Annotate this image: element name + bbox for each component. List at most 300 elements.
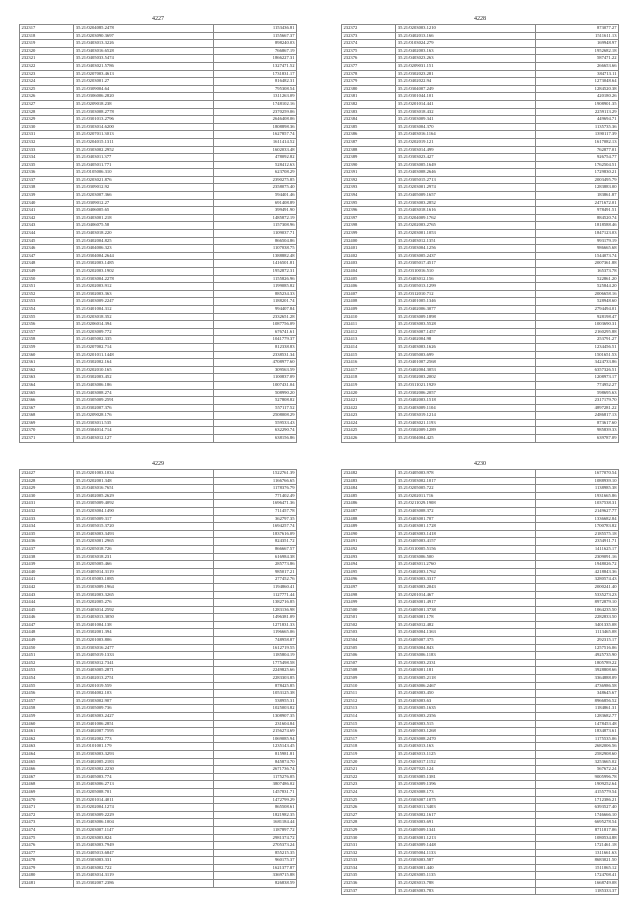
table-row <box>342 169 619 177</box>
reference-cell: 35.21/0402007.7595 <box>74 728 213 736</box>
table-row <box>20 116 297 124</box>
reference-cell: 35.21/0303002.907 <box>74 697 213 705</box>
row-id-cell: 232512 <box>342 697 396 705</box>
amount-cell: 1909252.64 <box>535 781 619 789</box>
amount-cell: 1668749.08 <box>535 880 619 888</box>
reference-cell: 35.21/0403002.722 <box>74 864 213 872</box>
table-row <box>342 214 619 222</box>
amount-cell: 986665.68 <box>535 245 619 253</box>
row-id-cell: 232445 <box>20 606 74 614</box>
row-id-cell: 232359 <box>20 343 74 351</box>
reference-cell: 35.21/0305009.4092 <box>74 500 213 508</box>
table-row <box>342 591 619 599</box>
table-row <box>342 675 619 683</box>
row-id-cell: 232324 <box>20 78 74 86</box>
row-id-cell: 232444 <box>20 599 74 607</box>
reference-cell: 35.21/0202005.276 <box>74 599 213 607</box>
reference-cell: 35.21/0203090.3697 <box>74 32 213 40</box>
amount-cell: 676741.61 <box>213 328 297 336</box>
amount-cell: 169948.97 <box>535 40 619 48</box>
amount-cell: 2249825.66 <box>213 667 297 675</box>
table-row <box>20 864 297 872</box>
amount-cell: 449694.71 <box>535 116 619 124</box>
panel-title: 4228 <box>474 16 486 22</box>
row-id-cell: 232475 <box>20 834 74 842</box>
row-id-cell: 232513 <box>342 705 396 713</box>
amount-cell: 1847123.03 <box>535 230 619 238</box>
table-row <box>20 343 297 351</box>
table-row <box>20 131 297 139</box>
amount-cell: 985839.33 <box>535 427 619 435</box>
row-id-cell: 232486 <box>342 500 396 508</box>
table-row <box>20 146 297 154</box>
amount-cell: 1208973.17 <box>535 374 619 382</box>
row-id-cell: 232498 <box>342 591 396 599</box>
amount-cell: 1544073.74 <box>535 252 619 260</box>
reference-cell: 35.21/0303002.1017 <box>396 477 535 485</box>
row-id-cell: 232397 <box>342 214 396 222</box>
reference-cell: 35.21/0203007.366 <box>74 192 213 200</box>
table-row <box>342 305 619 313</box>
amount-cell: 1511611.13 <box>535 32 619 40</box>
table-row <box>342 568 619 576</box>
row-id-cell: 232531 <box>342 842 396 850</box>
amount-cell: 1127771.44 <box>213 591 297 599</box>
amount-cell: 1185804.19 <box>213 652 297 660</box>
reference-cell: 35.21/0304004.425 <box>396 435 535 443</box>
amount-cell: 1700783.82 <box>535 523 619 531</box>
table-row <box>342 614 619 622</box>
amount-cell: 898240.03 <box>213 40 297 48</box>
table-row <box>20 192 297 200</box>
reference-cell: 35.21/0403018.220 <box>74 230 213 238</box>
amount-cell: 309563.59 <box>213 366 297 374</box>
row-id-cell: 232420 <box>342 389 396 397</box>
reference-cell: 35.21/0309004.64 <box>74 85 213 93</box>
amount-cell: 1194860.41 <box>213 583 297 591</box>
amount-cell: 1235143.45 <box>213 743 297 751</box>
row-id-cell: 232519 <box>342 750 396 758</box>
reference-cell: 35.21/0403003.2427 <box>74 713 213 721</box>
row-id-cell: 232412 <box>342 328 396 336</box>
amount-cell: 8966856.52 <box>535 697 619 705</box>
table-row <box>342 25 619 33</box>
reference-cell: 35.21/0204009.1762 <box>396 214 535 222</box>
row-id-cell: 232377 <box>342 62 396 70</box>
row-id-cell: 232332 <box>20 138 74 146</box>
reference-cell: 35.21/0303005.1381 <box>396 773 535 781</box>
amount-cell: 528948.60 <box>535 298 619 306</box>
row-id-cell: 232518 <box>342 743 396 751</box>
amount-cell: 1138985.38 <box>535 485 619 493</box>
reference-cell: 35.21/0303004.370 <box>396 123 535 131</box>
amount-cell: 1087756.09 <box>213 321 297 329</box>
amount-cell: 1775498.58 <box>213 659 297 667</box>
amount-cell: 1080534.88 <box>535 834 619 842</box>
reference-cell: 35.21/0403023.263 <box>396 55 535 63</box>
row-id-cell: 232357 <box>20 328 74 336</box>
table-row <box>20 55 297 63</box>
reference-cell: 35.21/0202003.2765 <box>396 222 535 230</box>
table-row <box>20 169 297 177</box>
reference-cell: 35.21/0306006.2820 <box>74 93 213 101</box>
row-id-cell: 232516 <box>342 728 396 736</box>
table-row <box>342 283 619 291</box>
reference-cell: 35.21/0403004.1363 <box>396 629 535 637</box>
reference-cell: 35.21/0303007.1075 <box>396 796 535 804</box>
table-row <box>20 485 297 493</box>
table-row <box>342 199 619 207</box>
table-row <box>342 138 619 146</box>
reference-cell: 35.21/0403001.4917 <box>396 599 535 607</box>
reference-cell: 35.21/0203001.2974 <box>396 184 535 192</box>
amount-cell: 2471672.01 <box>535 199 619 207</box>
amount-cell: 2185575.18 <box>535 530 619 538</box>
table-row <box>342 55 619 63</box>
row-id-cell: 232440 <box>20 568 74 576</box>
table-row <box>20 237 297 245</box>
amount-cell: 362797.35 <box>213 515 297 523</box>
table-row <box>342 864 619 872</box>
reference-cell: 35.21/0401005.1346 <box>396 298 535 306</box>
reference-cell: 35.21/0401004.138 <box>74 621 213 629</box>
amount-cell: 2149627.77 <box>535 507 619 515</box>
table-row <box>20 713 297 721</box>
table-row <box>342 682 619 690</box>
reference-cell: 35.21/0312010.712 <box>396 290 535 298</box>
table-row <box>20 568 297 576</box>
reference-cell: 35.21/0302006.2057 <box>396 389 535 397</box>
table-row <box>20 366 297 374</box>
row-id-cell: 232366 <box>20 397 74 405</box>
table-row <box>342 275 619 283</box>
table-row <box>20 214 297 222</box>
amount-cell: 8683021.50 <box>535 857 619 865</box>
reference-cell: 35.21/0305015.3720 <box>74 523 213 531</box>
table-row <box>342 245 619 253</box>
amount-cell: 795308.54 <box>213 85 297 93</box>
amount-cell: 2508008.29 <box>213 412 297 420</box>
amount-cell: 2358075.40 <box>213 184 297 192</box>
reference-cell: 35.21/0302001.394 <box>74 629 213 637</box>
row-id-cell: 232333 <box>20 146 74 154</box>
row-id-cell: 232330 <box>20 123 74 131</box>
row-id-cell: 232418 <box>342 374 396 382</box>
amount-cell: 748958.87 <box>213 637 297 645</box>
table-row <box>342 427 619 435</box>
table-row <box>342 652 619 660</box>
amount-cell: 1627857.74 <box>213 131 297 139</box>
amount-cell: 1199085.82 <box>213 283 297 291</box>
row-id-cell: 232323 <box>20 70 74 78</box>
table-row <box>20 576 297 584</box>
row-id-cell: 232320 <box>20 47 74 55</box>
row-id-cell: 232369 <box>20 419 74 427</box>
row-id-cell: 232393 <box>342 184 396 192</box>
table-row <box>20 675 297 683</box>
amount-cell: 1724708.41 <box>535 872 619 880</box>
row-id-cell: 232495 <box>342 568 396 576</box>
row-id-cell: 232431 <box>20 500 74 508</box>
reference-cell: 35.21/0302002.164 <box>74 359 213 367</box>
table-row <box>20 108 297 116</box>
amount-cell: 1931665.86 <box>535 492 619 500</box>
reference-cell: 35.21/0305017.4517 <box>396 260 535 268</box>
amount-cell: 1234456.51 <box>535 343 619 351</box>
reference-cell: 35.21/0202004.1274 <box>74 804 213 812</box>
row-id-cell: 232469 <box>20 788 74 796</box>
reference-cell: 35.21/0406075.58 <box>74 222 213 230</box>
row-id-cell: 232322 <box>20 62 74 70</box>
table-row <box>20 70 297 78</box>
reference-cell: 35.21/0305003.699 <box>396 351 535 359</box>
row-id-cell: 232493 <box>342 553 396 561</box>
row-id-cell: 232407 <box>342 290 396 298</box>
row-id-cell: 232424 <box>342 419 396 427</box>
table-row <box>20 705 297 713</box>
reference-cell: 35.21/0203021.876 <box>74 176 213 184</box>
row-id-cell: 232381 <box>342 93 396 101</box>
table-row <box>342 553 619 561</box>
amount-cell: 1602033.48 <box>213 146 297 154</box>
amount-cell: 292315.17 <box>535 637 619 645</box>
amount-cell: 866667.57 <box>213 545 297 553</box>
row-id-cell: 232346 <box>20 245 74 253</box>
table-row <box>20 252 297 260</box>
amount-cell: 815981.81 <box>213 750 297 758</box>
row-id-cell: 232384 <box>342 116 396 124</box>
row-id-cell: 232375 <box>342 47 396 55</box>
amount-cell: 1273048.64 <box>535 78 619 86</box>
table-row <box>20 811 297 819</box>
amount-cell: 1694257.74 <box>213 523 297 531</box>
reference-cell: 35.21/0201019.559 <box>74 682 213 690</box>
amount-cell: 1948026.72 <box>535 561 619 569</box>
reference-cell: 35.21/0403011.2760 <box>396 561 535 569</box>
table-row <box>342 184 619 192</box>
row-id-cell: 232511 <box>342 690 396 698</box>
table-row <box>342 154 619 162</box>
row-id-cell: 232502 <box>342 621 396 629</box>
table-row <box>342 222 619 230</box>
table-row <box>20 720 297 728</box>
row-id-cell: 232411 <box>342 321 396 329</box>
table-row <box>20 427 297 435</box>
amount-cell: 399491.90 <box>213 207 297 215</box>
table-row <box>342 32 619 40</box>
reference-cell: 35.21/0203003.824 <box>74 834 213 842</box>
row-id-cell: 232454 <box>20 675 74 683</box>
table-row <box>342 419 619 427</box>
row-id-cell: 232456 <box>20 690 74 698</box>
reference-cell: 35.21/0304014.714 <box>74 427 213 435</box>
amount-cell: 1748102.16 <box>213 100 297 108</box>
row-id-cell: 232340 <box>20 199 74 207</box>
row-id-cell: 232338 <box>20 184 74 192</box>
reference-cell: 35.21/0403003.1626 <box>396 343 535 351</box>
amount-cell: 3401335.08 <box>535 621 619 629</box>
row-id-cell: 232522 <box>342 773 396 781</box>
row-id-cell: 232492 <box>342 545 396 553</box>
amount-cell: 1100837.09 <box>213 374 297 382</box>
row-id-cell: 232451 <box>20 652 74 660</box>
table-row <box>20 404 297 412</box>
row-id-cell: 232459 <box>20 713 74 721</box>
reference-cell: 35.21/0303009.1396 <box>396 781 535 789</box>
reference-cell: 35.21/0201014.4011 <box>74 796 213 804</box>
reference-cell: 35.21/0301013.2796 <box>74 116 213 124</box>
reference-cell: 35.21/0403012.482 <box>396 621 535 629</box>
reference-cell: 35.21/0402003.1518 <box>396 397 535 405</box>
table-row <box>20 32 297 40</box>
row-id-cell: 232524 <box>342 788 396 796</box>
table-row <box>20 321 297 329</box>
amount-cell: 1837616.09 <box>213 530 297 538</box>
amount-cell: 1721461.18 <box>535 842 619 850</box>
table-row <box>342 735 619 743</box>
amount-cell: 1088939.10 <box>535 477 619 485</box>
amount-cell: 253791.27 <box>535 336 619 344</box>
reference-cell: 35.21/0403001.178 <box>396 614 535 622</box>
amount-cell: 824351.72 <box>213 538 297 546</box>
amount-cell: 2646408.06 <box>213 116 297 124</box>
amount-cell: 1311263.09 <box>213 93 297 101</box>
row-id-cell: 232351 <box>20 283 74 291</box>
reference-cell: 35.21/0303023.427 <box>396 154 535 162</box>
table-row <box>20 849 297 857</box>
table-row <box>342 720 619 728</box>
reference-cell: 35.21/0403001.440 <box>396 864 535 872</box>
row-id-cell: 232496 <box>342 576 396 584</box>
row-id-cell: 232380 <box>342 85 396 93</box>
table-row <box>20 245 297 253</box>
row-id-cell: 232392 <box>342 176 396 184</box>
table-row <box>20 40 297 48</box>
table-row <box>342 690 619 698</box>
amount-cell: 1866227.31 <box>213 55 297 63</box>
table-row <box>20 85 297 93</box>
row-id-cell: 232388 <box>342 146 396 154</box>
row-id-cell: 232336 <box>20 169 74 177</box>
reference-cell: 35.21/0302007.376 <box>74 404 213 412</box>
row-id-cell: 232515 <box>342 720 396 728</box>
row-id-cell: 232449 <box>20 637 74 645</box>
table-row <box>20 93 297 101</box>
amount-cell: 1390117.39 <box>535 131 619 139</box>
reference-cell: 35.21/0305004.1133 <box>396 849 535 857</box>
amount-cell: 3369715.88 <box>213 872 297 880</box>
reference-cell: 35.21/0403001.181 <box>396 667 535 675</box>
reference-cell: 35.21/0203002.2230 <box>74 766 213 774</box>
reference-cell: 35.21/0209031.151 <box>396 62 535 70</box>
reference-cell: 35.21/0405009.1657 <box>396 192 535 200</box>
amount-cell: 1184861.31 <box>535 705 619 713</box>
amount-cell: 4736986.58 <box>535 682 619 690</box>
table-row <box>342 530 619 538</box>
table-row <box>20 728 297 736</box>
amount-cell: 2160295.88 <box>535 328 619 336</box>
amount-cell: 2283303.85 <box>213 675 297 683</box>
row-id-cell: 232352 <box>20 290 74 298</box>
table-row <box>342 85 619 93</box>
reference-cell: 35.21/0403001.707 <box>396 515 535 523</box>
row-id-cell: 232373 <box>342 32 396 40</box>
reference-cell: 35.21/0202003.912 <box>74 283 213 291</box>
row-id-cell: 232400 <box>342 237 396 245</box>
row-id-cell: 232414 <box>342 343 396 351</box>
amount-cell: 1157308.96 <box>213 222 297 230</box>
row-id-cell: 232536 <box>342 880 396 888</box>
table-row <box>20 435 297 443</box>
table-row <box>342 176 619 184</box>
reference-cell: 35.21/0305009.317 <box>74 515 213 523</box>
reference-cell: 35.21/0202001.348 <box>74 477 213 485</box>
reference-cell: 35.21/0403016.7651 <box>74 485 213 493</box>
table-row <box>20 507 297 515</box>
table-row <box>342 599 619 607</box>
reference-cell: 35.21/0403012.156 <box>396 275 535 283</box>
amount-cell: 525844.20 <box>535 283 619 291</box>
amount-cell: 4925735.90 <box>535 652 619 660</box>
amount-cell: 1053125.38 <box>213 690 297 698</box>
amount-cell: 3364888.09 <box>535 675 619 683</box>
table-row <box>20 591 297 599</box>
amount-cell: 1621377.87 <box>213 864 297 872</box>
reference-cell: 35.21/0405001.3738 <box>396 606 535 614</box>
amount-cell: 1834873.61 <box>535 728 619 736</box>
row-id-cell: 232447 <box>20 621 74 629</box>
reference-cell: 35.21/0403003.515 <box>396 720 535 728</box>
amount-cell: 1271831.33 <box>213 621 297 629</box>
reference-cell: 35.21/0204085.2478 <box>74 25 213 33</box>
table-row <box>20 804 297 812</box>
reference-cell: 35.21/0403009.2247 <box>74 298 213 306</box>
table-row <box>342 667 619 675</box>
table-row <box>342 492 619 500</box>
table-row <box>342 131 619 139</box>
table-row <box>342 435 619 443</box>
amount-cell: 2338531.34 <box>213 351 297 359</box>
table-row <box>20 25 297 33</box>
amount-cell: 812338.83 <box>213 343 297 351</box>
amount-cell: 632290.74 <box>213 427 297 435</box>
reference-cell: 35.21/0402004.98 <box>396 336 535 344</box>
amount-cell: 1681184.44 <box>213 819 297 827</box>
amount-cell: 1025003.82 <box>213 705 297 713</box>
table-row <box>20 412 297 420</box>
table-row <box>20 328 297 336</box>
row-id-cell: 232455 <box>20 682 74 690</box>
row-id-cell: 232434 <box>20 523 74 531</box>
table-row <box>20 826 297 834</box>
table-row <box>20 781 297 789</box>
reference-cell: 35.21/0403012.127 <box>74 435 213 443</box>
row-id-cell: 232532 <box>342 849 396 857</box>
amount-cell: 873617.60 <box>535 419 619 427</box>
reference-cell: 35.21/0203013.788 <box>396 880 535 888</box>
reference-cell: 35.21/0402003.163 <box>396 47 535 55</box>
reference-cell: 35.21/0310016.510 <box>396 268 535 276</box>
table-row <box>20 176 297 184</box>
amount-cell: 1762504.51 <box>535 161 619 169</box>
table-row <box>342 78 619 86</box>
reference-cell: 35.21/0403017.1152 <box>396 758 535 766</box>
reference-cell: 35.21/0405013.6847 <box>74 849 213 857</box>
amount-cell: 1472799.29 <box>213 796 297 804</box>
table-row <box>20 682 297 690</box>
row-id-cell: 232489 <box>342 523 396 531</box>
row-id-cell: 232452 <box>20 659 74 667</box>
